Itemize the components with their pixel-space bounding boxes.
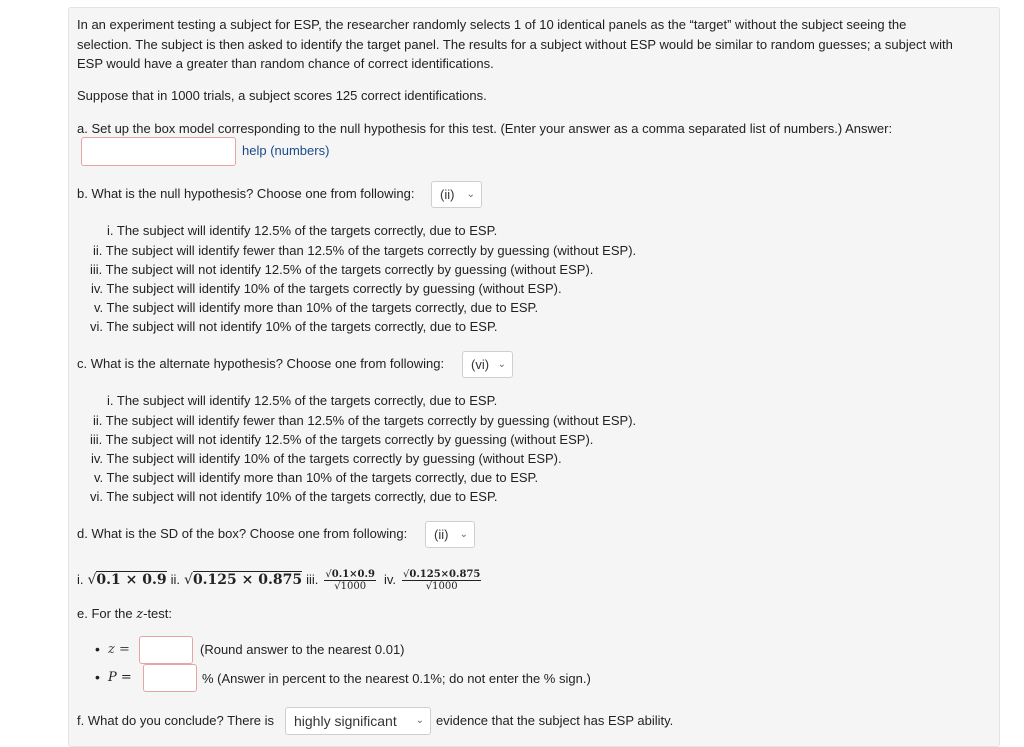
part-e-heading-suffix: -test: xyxy=(143,606,173,621)
part-b-question: b. What is the null hypothesis? Choose one from following: xyxy=(77,186,415,201)
part-d-question: d. What is the SD of the box? Choose one from following: xyxy=(77,526,408,541)
part-e-heading-variable: z xyxy=(136,607,144,622)
sd-option-iii-numerator: 0.1×0.9 xyxy=(331,568,375,580)
sd-option-ii-radicand: 0.125 × 0.875 xyxy=(192,572,303,588)
sd-option-iii-denominator: 1000 xyxy=(340,580,367,592)
chevron-down-icon: ⌄ xyxy=(497,359,506,370)
null-option-iii: iii. The subject will not identify 12.5% of the targets correctly by guessing (without ESP). xyxy=(90,262,594,277)
sd-option-ii-label: ii. xyxy=(170,572,181,587)
alt-option-v: v. The subject will identify more than 10% of the targets correctly, due to ESP. xyxy=(94,470,539,485)
box-model-input[interactable] xyxy=(81,137,236,166)
alt-option-iii: iii. The subject will not identify 12.5% of the targets correctly by guessing (without ESP). xyxy=(90,432,594,447)
alt-option-iv: iv. The subject will identify 10% of the targets correctly by guessing (without ESP). xyxy=(91,451,562,466)
intro-line-2: selection. The subject is then asked to identify the target panel. The results for a subject without ESP would be similar to random guesses; a subject with xyxy=(77,37,953,52)
sd-option-iii-fraction: $\frac{√0.1\times 0.9}{√1000}$ xyxy=(325,568,375,592)
sd-option-ii-expression: √0.125 × 0.875 xyxy=(184,572,303,588)
sd-option-i-label: i. xyxy=(77,572,84,587)
intro-line-4: Suppose that in 1000 trials, a subject scores 125 correct identifications. xyxy=(77,88,487,103)
alt-option-ii: ii. The subject will identify fewer than 12.5% of the targets correctly by guessing (without ESP). xyxy=(93,413,637,428)
question-panel xyxy=(68,7,1000,747)
sd-option-i-expression: √0.1 × 0.9 xyxy=(87,572,167,588)
sd-option-iv-numerator: 0.125×0.875 xyxy=(409,568,481,580)
z-label: z = xyxy=(108,642,130,657)
null-option-i: i. The subject will identify 12.5% of the targets correctly, due to ESP. xyxy=(107,223,498,238)
conclusion-selected: highly significant xyxy=(294,713,397,729)
chevron-down-icon: ⌄ xyxy=(459,529,468,540)
sd-option-iii-label: iii. xyxy=(306,572,319,587)
sd-option-iv-denominator: 1000 xyxy=(432,580,458,592)
sd-option-iv-label: iv. xyxy=(383,572,396,587)
sd-box-select[interactable] xyxy=(425,521,475,548)
help-numbers-link[interactable]: help (numbers) xyxy=(242,143,330,158)
alternate-hypothesis-select[interactable] xyxy=(462,351,513,378)
p-value-input[interactable] xyxy=(143,664,197,692)
intro-line-1: In an experiment testing a subject for ESP, the researcher randomly selects 1 of 10 identical panels as the “target” without the subject seeing the xyxy=(77,17,907,32)
intro-line-3: ESP would have a greater than random chance of correct identifications. xyxy=(77,56,494,71)
null-option-iv: iv. The subject will identify 10% of the targets correctly by guessing (without ESP). xyxy=(91,281,562,296)
null-option-vi: vi. The subject will not identify 10% of the targets correctly, due to ESP. xyxy=(90,319,498,334)
part-f-prefix: f. What do you conclude? There is xyxy=(77,713,275,728)
chevron-down-icon: ⌄ xyxy=(466,189,475,200)
sd-option-i-radicand: 0.1 × 0.9 xyxy=(96,572,167,588)
part-e-heading xyxy=(77,606,172,623)
null-option-v: v. The subject will identify more than 10% of the targets correctly, due to ESP. xyxy=(94,300,539,315)
bullet-z: • xyxy=(95,641,100,657)
part-e-heading-prefix: e. For the xyxy=(77,606,137,621)
null-hypothesis-select[interactable] xyxy=(431,181,482,208)
z-score-input[interactable] xyxy=(139,636,193,664)
alt-option-vi: vi. The subject will not identify 10% of the targets correctly, due to ESP. xyxy=(90,489,498,504)
conclusion-select[interactable] xyxy=(285,707,431,735)
null-option-ii: ii. The subject will identify fewer than 12.5% of the targets correctly by guessing (without ESP). xyxy=(93,243,637,258)
sd-option-iv-fraction: $\frac{√0.125\times 0.875}{√1000}$ xyxy=(402,568,481,592)
p-label: P = xyxy=(108,670,132,685)
part-f-suffix: evidence that the subject has ESP ability. xyxy=(436,713,674,728)
p-hint: % (Answer in percent to the nearest 0.1%; do not enter the % sign.) xyxy=(202,671,591,686)
alt-option-i: i. The subject will identify 12.5% of the targets correctly, due to ESP. xyxy=(107,393,498,408)
part-c-question: c. What is the alternate hypothesis? Choose one from following: xyxy=(77,356,445,371)
sd-options-row xyxy=(77,566,481,594)
chevron-down-icon: ⌄ xyxy=(415,715,424,726)
alternate-hypothesis-selected: (vi) xyxy=(471,357,490,372)
z-hint: (Round answer to the nearest 0.01) xyxy=(200,642,405,657)
null-hypothesis-selected: (ii) xyxy=(440,187,455,202)
part-a-question: a. Set up the box model corresponding to the null hypothesis for this test. (Enter your answer as a comma separated list of numbers.) Answer: xyxy=(77,121,893,136)
bullet-p: • xyxy=(95,669,100,685)
sd-box-selected: (ii) xyxy=(434,527,449,542)
